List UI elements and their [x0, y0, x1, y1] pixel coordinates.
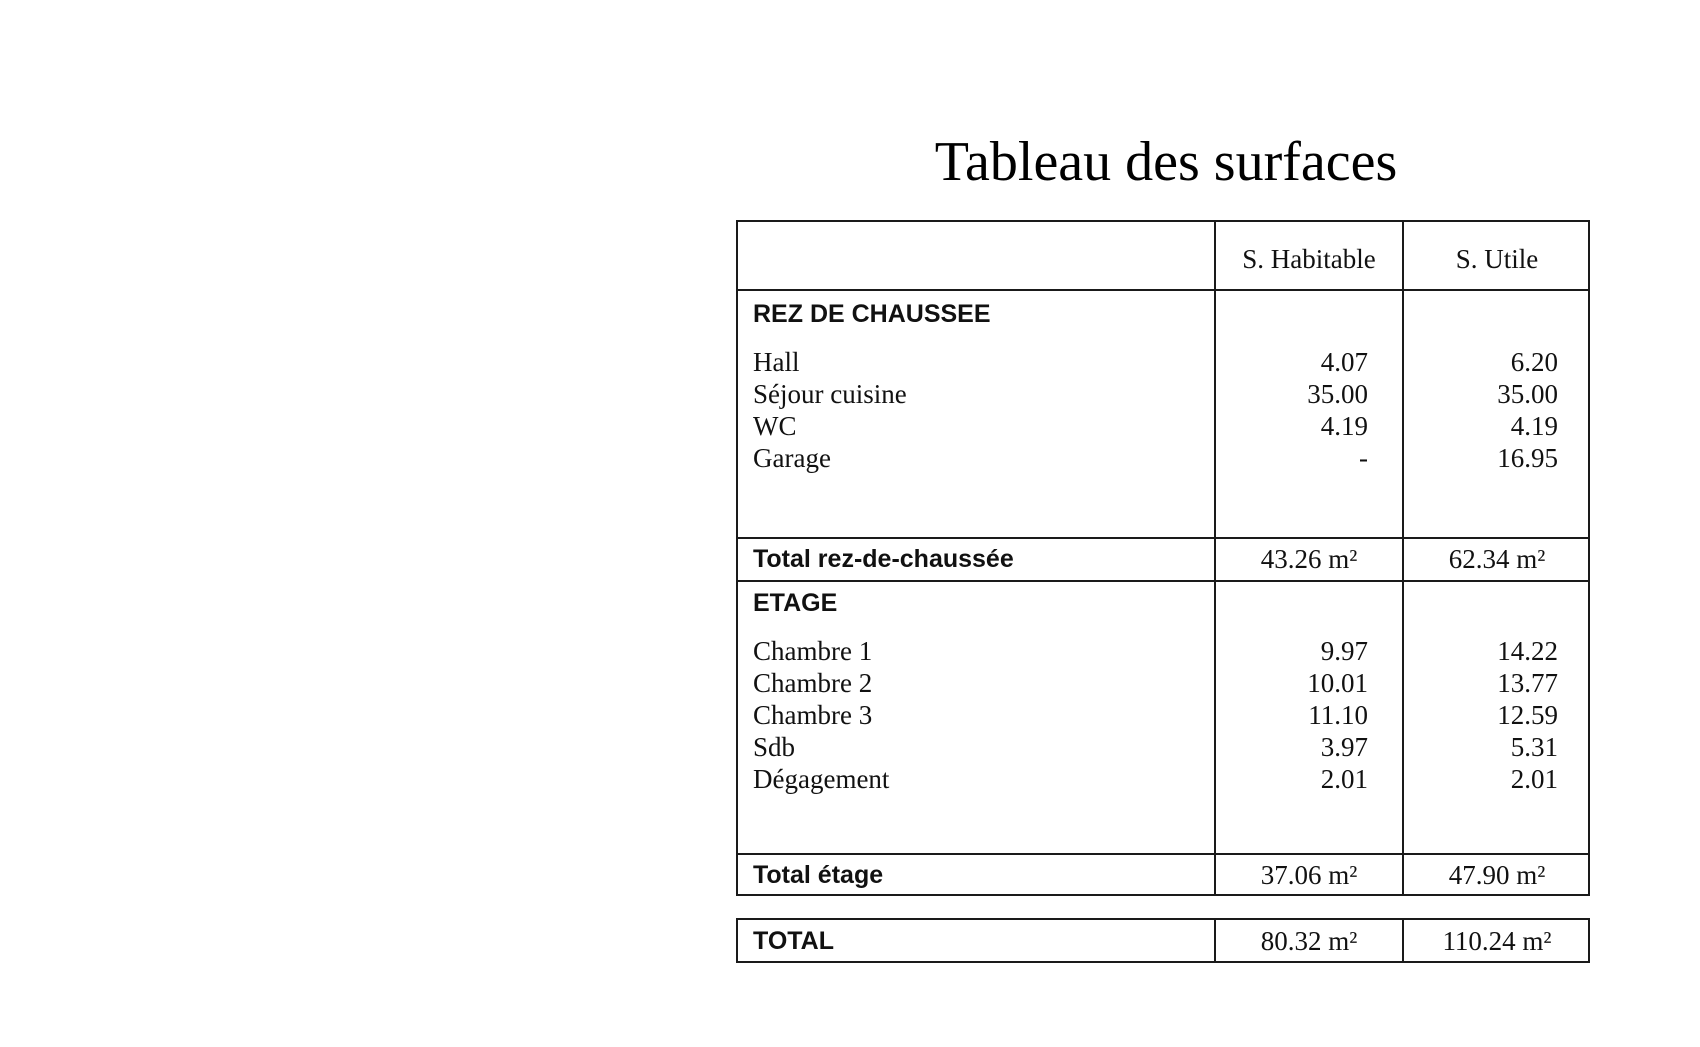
grand-total-utile: 110.24 m²	[1442, 926, 1552, 956]
section-title-rez: REZ DE CHAUSSEE	[753, 300, 991, 328]
total-etage-label: Total étage	[753, 861, 884, 889]
table-cell-habitable: 2.01	[1320, 764, 1368, 794]
total-etage-utile: 47.90 m²	[1448, 860, 1546, 890]
surfaces-table	[736, 220, 1590, 896]
table-cell-habitable: 3.97	[1320, 732, 1368, 762]
section-title-etage: ETAGE	[753, 589, 838, 617]
header-utile: S. Utile	[1455, 244, 1539, 274]
table-cell-utile: 5.31	[1510, 732, 1558, 762]
table-cell-utile: 12.59	[1497, 700, 1558, 730]
total-rez-habitable: 43.26 m²	[1260, 544, 1358, 574]
table-row-label: WC	[753, 411, 797, 441]
header-habitable: S. Habitable	[1242, 244, 1376, 274]
section-rows-utile	[1404, 635, 1558, 795]
grand-total-habitable: 80.32 m²	[1260, 926, 1358, 956]
grand-total-table	[736, 918, 1590, 963]
row-divider	[738, 580, 1588, 582]
page-title: Tableau des surfaces	[934, 131, 1398, 193]
table-cell-habitable: 4.07	[1320, 347, 1368, 377]
table-row-label: Séjour cuisine	[753, 379, 907, 409]
section-rows-labels	[753, 635, 889, 795]
table-row-label: Chambre 1	[753, 636, 873, 666]
table-cell-habitable: 10.01	[1307, 668, 1368, 698]
header-divider	[738, 289, 1588, 291]
table-cell-utile: 16.95	[1497, 443, 1558, 473]
table-cell-habitable: 4.19	[1320, 411, 1368, 441]
table-cell-utile: 4.19	[1510, 411, 1558, 441]
section-rows-utile	[1404, 346, 1558, 474]
table-row-label: Dégagement	[753, 764, 890, 794]
table-cell-habitable: 35.00	[1307, 379, 1368, 409]
table-cell-utile: 14.22	[1497, 636, 1558, 666]
table-cell-utile: 13.77	[1497, 668, 1558, 698]
total-rez-utile: 62.34 m²	[1448, 544, 1546, 574]
grand-total-label: TOTAL	[753, 927, 835, 955]
table-cell-utile: 2.01	[1510, 764, 1558, 794]
table-row-label: Chambre 3	[753, 700, 873, 730]
total-rez-label: Total rez-de-chaussée	[753, 545, 1014, 573]
section-rows-habitable	[1216, 635, 1368, 795]
total-etage-habitable: 37.06 m²	[1260, 860, 1358, 890]
section-rows-habitable	[1216, 346, 1368, 474]
table-row-label: Garage	[753, 443, 831, 473]
table-cell-habitable: -	[1359, 443, 1368, 473]
table-row-label: Sdb	[753, 732, 796, 762]
table-row-label: Chambre 2	[753, 668, 873, 698]
table-cell-habitable: 9.97	[1320, 636, 1368, 666]
row-divider	[738, 537, 1588, 539]
table-cell-utile: 35.00	[1497, 379, 1558, 409]
table-cell-utile: 6.20	[1510, 347, 1558, 377]
table-row-label: Hall	[753, 347, 800, 377]
table-cell-habitable: 11.10	[1308, 700, 1368, 730]
section-rows-labels	[753, 346, 907, 474]
row-divider	[738, 853, 1588, 855]
